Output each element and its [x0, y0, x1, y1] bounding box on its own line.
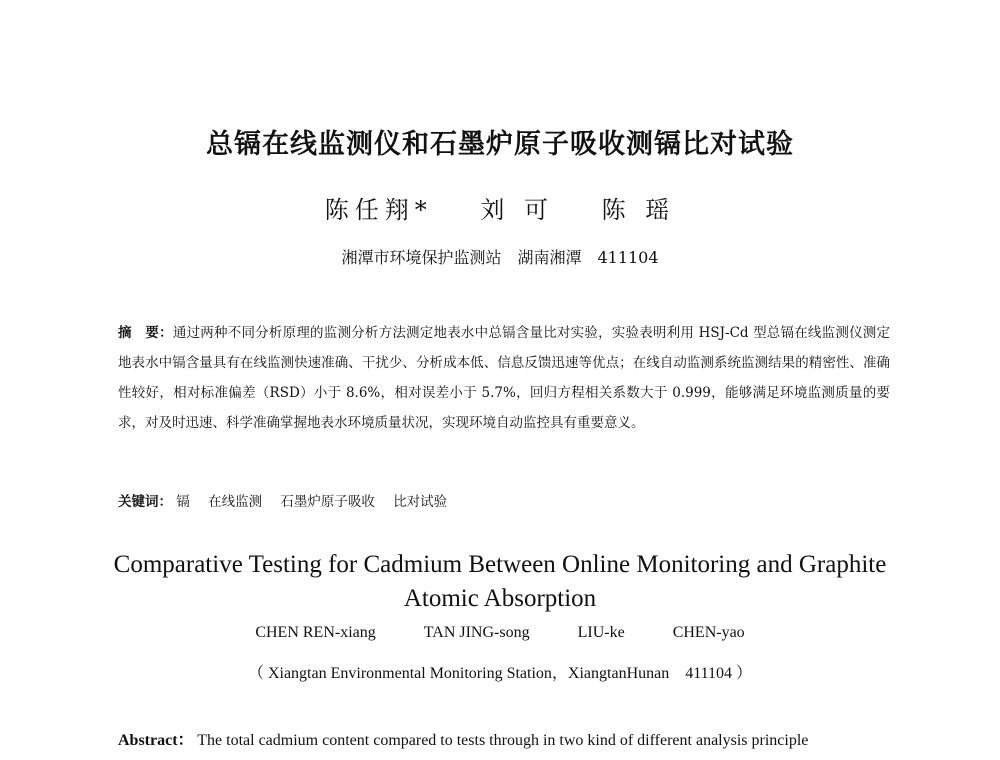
author-name: TAN JING-song [423, 624, 530, 641]
author-name: 刘 可 [480, 196, 554, 224]
author-name: 陈 瑶 [601, 196, 676, 224]
english-title-line: Atomic Absorption [403, 585, 597, 612]
keyword: 比对试验 [393, 494, 448, 510]
keyword: 石墨炉原子吸收 [280, 494, 375, 510]
english-title [0, 548, 1000, 616]
chinese-abstract [118, 318, 890, 438]
author-name: CHEN-yao [672, 624, 745, 641]
chinese-authors [0, 190, 1000, 225]
abstract-label: 摘 要： [118, 325, 173, 341]
abstract-text: 通过两种不同分析原理的监测分析方法测定地表水中总镉含量比对实验，实验表明利用 HSJ-Cd 型总镉在线监测仪测定地表水中镉含量具有在线监测快速准确、干扰少、分析成本低、信息反馈迅速等优点；在线自动监测系统监测结果的精密性、准确性较好，相对标准偏差（RSD）小于 8.6%，相对误差小于 5.7%，回归方程相关系数大于 0.999，能够满足环境监测质量的要求，对及时迅速、科学准确掌握地表水环境质量状况，实现环境自动监控具有重要意义。 [118, 325, 891, 431]
keyword: 镉 [176, 494, 190, 510]
author-name: CHEN REN-xiang [255, 624, 376, 641]
english-abstract [118, 727, 908, 750]
abstract-text: The total cadmium content compared to tests through in two kind of different analysis principle [197, 732, 809, 749]
keywords-label: 关键词： [118, 494, 172, 510]
english-authors [0, 624, 1000, 642]
author-name: 陈任翔* [324, 196, 433, 224]
keyword: 在线监测 [208, 494, 263, 510]
abstract-label: Abstract： [118, 732, 194, 749]
chinese-title: 总镉在线监测仪和石墨炉原子吸收测镉比对试验 [206, 129, 794, 160]
chinese-affiliation: 湘潭市环境保护监测站 湖南湘潭 411104 [341, 248, 659, 267]
chinese-keywords [118, 490, 890, 510]
english-affiliation: （ Xiangtan Environmental Monitoring Station，XiangtanHunan 411104 ） [247, 665, 753, 682]
author-name: LIU-ke [577, 624, 625, 641]
english-title-line: Comparative Testing for Cadmium Between Online Monitoring and Graphite [113, 551, 887, 578]
